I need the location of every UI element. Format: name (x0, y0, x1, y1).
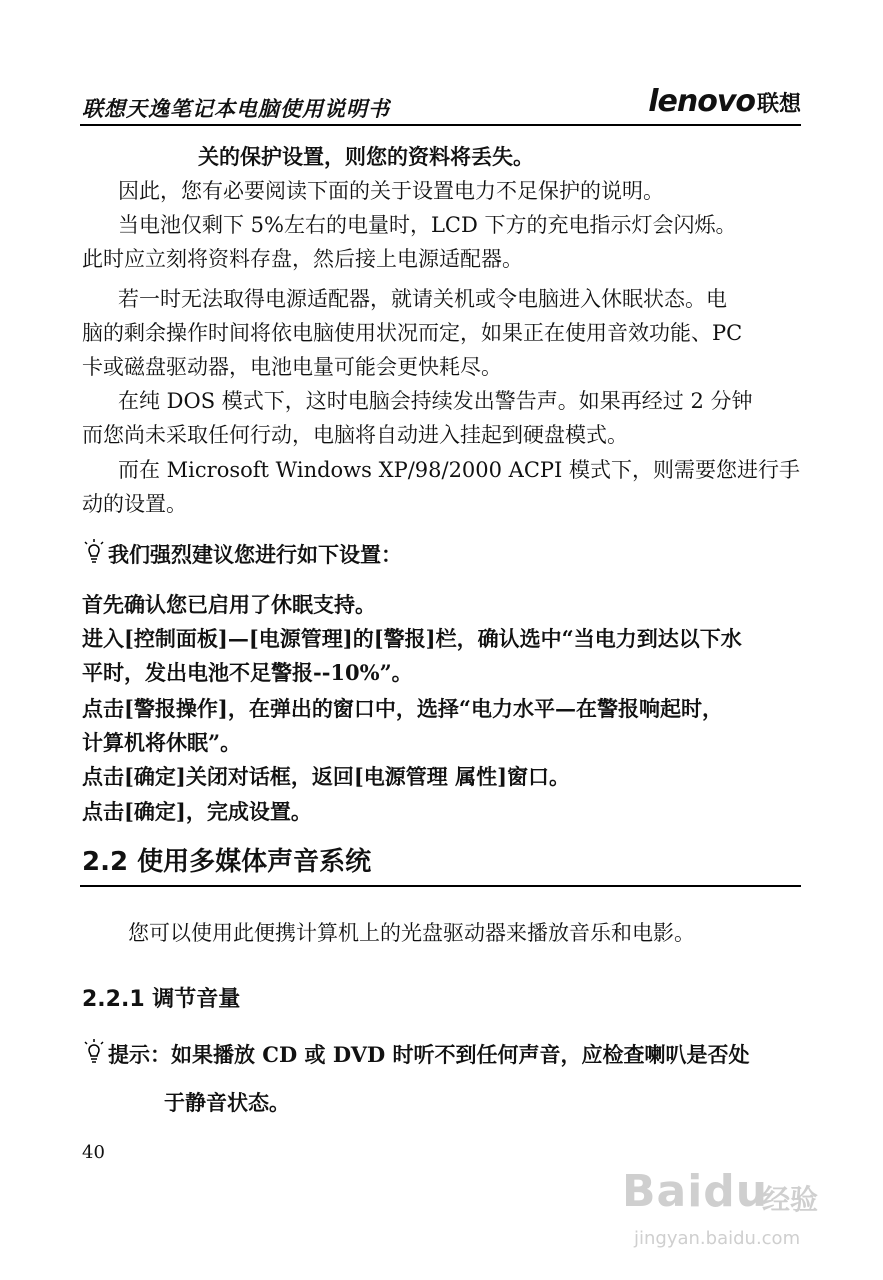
tip-heading: 我们强烈建议您进行如下设置： (108, 542, 402, 567)
section-rule (80, 885, 801, 887)
tip-line: 于静音状态。 (164, 1090, 290, 1115)
tip-step: 点击[确定]关闭对话框，返回[电源管理 属性]窗口。 (82, 764, 571, 789)
body-line: 脑的剩余操作时间将依电脑使用状况而定，如果正在使用音效功能、PC (82, 321, 743, 345)
body-line: 关的保护设置，则您的资料将丢失。 (198, 144, 534, 169)
header-rule (80, 124, 801, 126)
body-line: 而在 Microsoft Windows XP/98/2000 ACPI 模式下，则需要您进行手 (118, 458, 801, 482)
tip-line: 提示：如果播放 CD 或 DVD 时听不到任何声音，应检查喇叭是否处 (108, 1042, 750, 1067)
tip-step: 点击[确定]，完成设置。 (82, 799, 312, 824)
body-line: 在纯 DOS 模式下，这时电脑会持续发出警告声。如果再经过 2 分钟 (118, 389, 753, 413)
body-line: 而您尚未采取任何行动，电脑将自动进入挂起到硬盘模式。 (82, 423, 628, 447)
lightbulb-icon (82, 1038, 106, 1064)
tip-step: 计算机将休眠”。 (82, 730, 242, 755)
section-intro: 您可以使用此便携计算机上的光盘驱动器来播放音乐和电影。 (128, 921, 695, 945)
tip-step: 平时，发出电池不足警报--10%”。 (82, 660, 413, 685)
watermark-brand: Baidu (622, 1166, 769, 1217)
watermark-url: jingyan.baidu.com (634, 1228, 801, 1249)
body-line: 若一时无法取得电源适配器，就请关机或令电脑进入休眠状态。电 (118, 287, 727, 311)
lenovo-logo: lenovo (648, 84, 755, 119)
body-line: 此时应立刻将资料存盘，然后接上电源适配器。 (82, 247, 523, 271)
lightbulb-icon (82, 538, 106, 564)
tip-step: 首先确认您已启用了休眠支持。 (82, 592, 376, 617)
watermark-cn: 经验 (762, 1183, 819, 1216)
tip-step: 进入[控制面板]—[电源管理]的[警报]栏，确认选中“当电力到达以下水 (82, 626, 742, 651)
subsection-title: 2.2.1 调节音量 (82, 987, 241, 1012)
header-title: 联想天逸笔记本电脑使用说明书 (82, 97, 390, 121)
body-line: 动的设置。 (82, 492, 187, 516)
tip-step: 点击[警报操作]，在弹出的窗口中，选择“电力水平—在警报响起时， (82, 696, 723, 721)
page-number: 40 (82, 1142, 105, 1163)
watermark (612, 1148, 852, 1258)
brand (648, 84, 801, 119)
body-line: 因此，您有必要阅读下面的关于设置电力不足保护的说明。 (118, 179, 664, 203)
body-line: 卡或磁盘驱动器，电池电量可能会更快耗尽。 (82, 355, 502, 379)
brand-cn: 联想 (756, 92, 801, 117)
body-line: 当电池仅剩下 5%左右的电量时，LCD 下方的充电指示灯会闪烁。 (118, 213, 737, 237)
section-title: 2.2 使用多媒体声音系统 (82, 847, 372, 877)
